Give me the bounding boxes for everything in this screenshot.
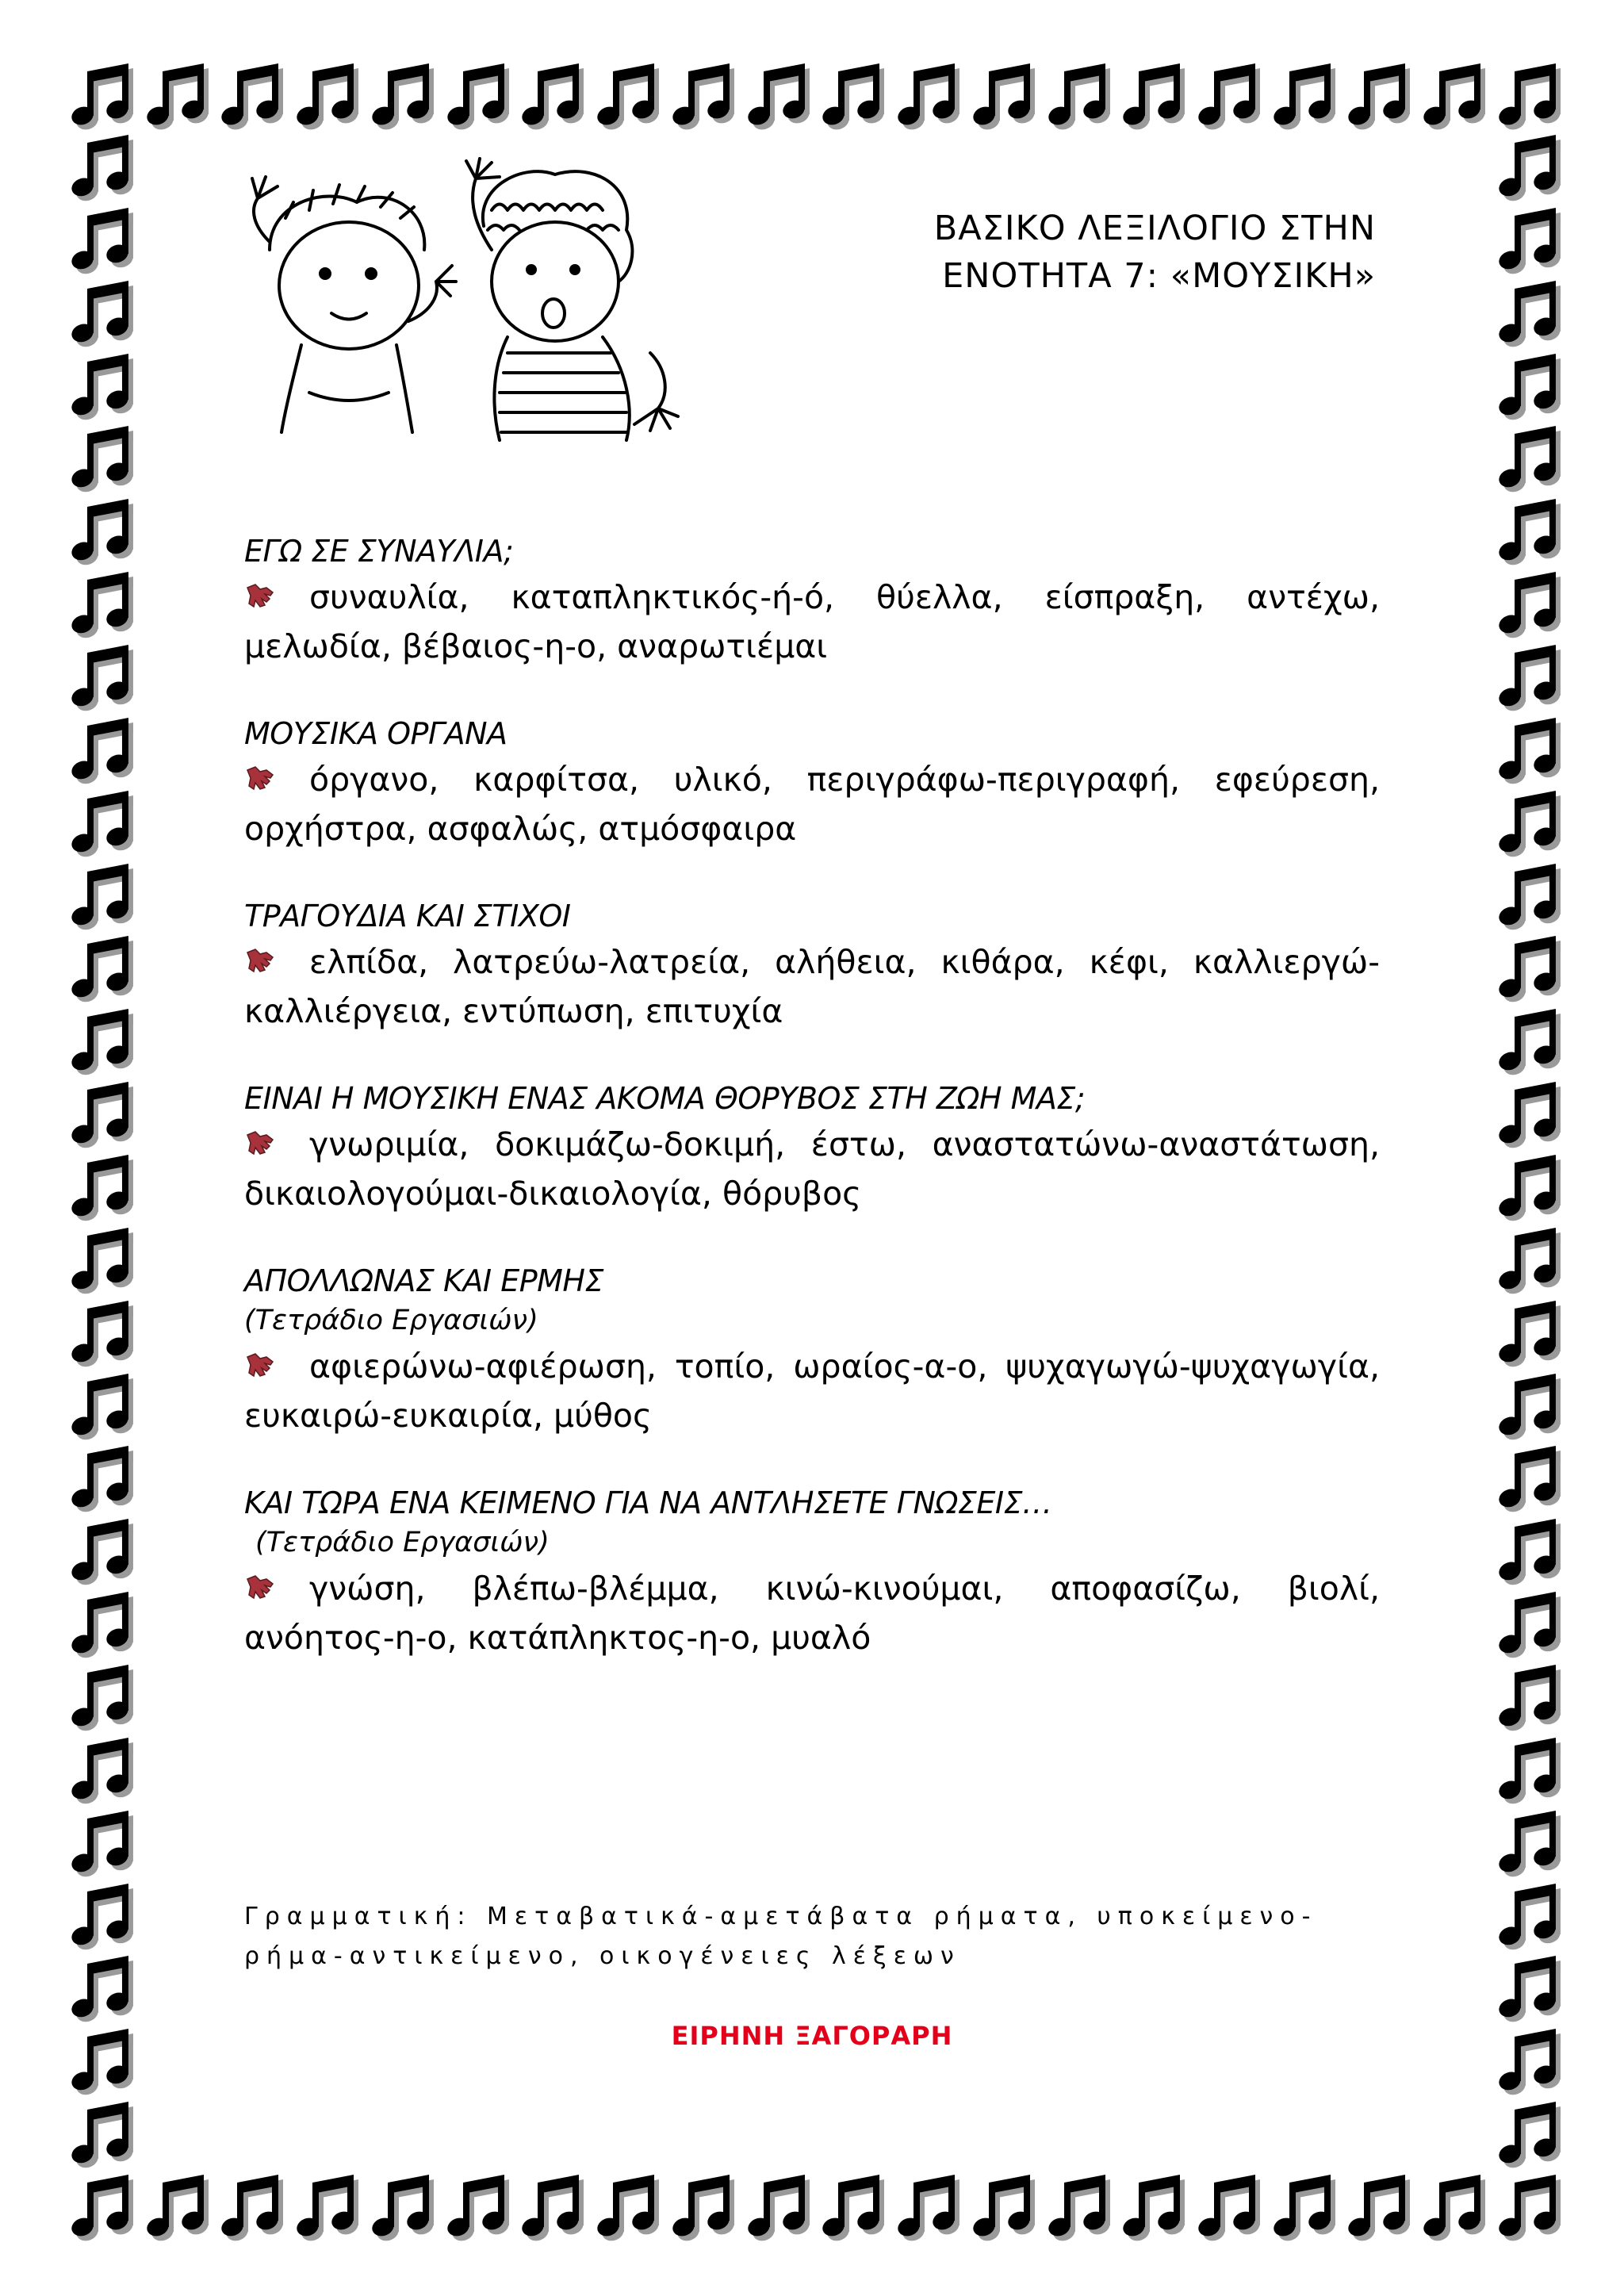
- music-note-icon: [65, 1226, 138, 1299]
- border-top: [65, 62, 1565, 135]
- music-note-icon: [1417, 62, 1490, 135]
- music-note-icon: [1492, 1590, 1565, 1663]
- music-note-icon: [1042, 62, 1115, 135]
- music-note-icon: [215, 2173, 288, 2246]
- music-note-icon: [65, 62, 138, 135]
- music-note-icon: [1492, 1882, 1565, 1955]
- word-list: όργανο, καρφίτσα, υλικό, περιγράφω-περιγραφή, εφεύρεση, ορχήστρα, ασφαλώς, ατμόσφαιρα: [244, 761, 1380, 848]
- section-title: ΜΟΥΣΙΚΑ ΟΡΓΑΝΑ: [244, 716, 508, 751]
- music-note-icon: [1492, 1444, 1565, 1517]
- music-note-icon: [891, 2173, 964, 2246]
- hand-pointer-icon: [244, 578, 309, 616]
- vocab-section: [244, 1261, 1380, 1440]
- music-note-icon: [1492, 934, 1565, 1007]
- music-note-icon: [891, 62, 964, 135]
- music-note-icon: [65, 1299, 138, 1372]
- music-note-icon: [1267, 2173, 1340, 2246]
- music-note-icon: [1492, 1226, 1565, 1299]
- music-note-icon: [1492, 570, 1565, 643]
- section-subtitle: (Τετράδιο Εργασιών): [244, 1305, 538, 1336]
- word-list: ελπίδα, λατρεύω-λατρεία, αλήθεια, κιθάρα, κέφι, καλλιεργώ-καλλιέργεια, εντύπωση, επιτυχία: [244, 943, 1380, 1030]
- music-note-icon: [1492, 352, 1565, 425]
- music-note-icon: [967, 2173, 1040, 2246]
- music-note-icon: [1492, 862, 1565, 935]
- music-note-icon: [1192, 2173, 1265, 2246]
- vocab-section: [244, 1079, 1380, 1218]
- music-note-icon: [1492, 2100, 1565, 2173]
- music-note-icon: [65, 862, 138, 935]
- music-note-icon: [591, 62, 664, 135]
- music-note-icon: [1116, 2173, 1189, 2246]
- music-note-icon: [816, 2173, 889, 2246]
- music-note-icon: [1492, 643, 1565, 716]
- music-note-icon: [65, 2100, 138, 2173]
- music-note-icon: [65, 1080, 138, 1153]
- music-note-icon: [65, 1590, 138, 1663]
- music-note-icon: [1042, 2173, 1115, 2246]
- music-note-icon: [515, 2173, 588, 2246]
- music-note-icon: [1492, 1954, 1565, 2027]
- hand-pointer-icon: [244, 943, 309, 981]
- music-note-icon: [65, 716, 138, 789]
- section-title: ΚΑΙ ΤΩΡΑ ΕΝΑ ΚΕΙΜΕΝΟ ΓΙΑ ΝΑ ΑΝΤΛΗΣΕΤΕ ΓΝΩΣΕΙΣ…: [244, 1485, 1052, 1520]
- music-note-icon: [1116, 62, 1189, 135]
- music-note-icon: [1492, 279, 1565, 352]
- music-note-icon: [967, 62, 1040, 135]
- author-name: ΕΙΡΗΝΗ ΞΑΓΟΡΑΡΗ: [671, 2021, 953, 2051]
- grammar-note: Γραμματική: Μεταβατικά-αμετάβατα ρήματα, υποκείμενο-ρήμα-αντικείμενο, οικογένειες λέξεων: [244, 1903, 1318, 1970]
- music-note-icon: [1492, 1517, 1565, 1590]
- music-note-icon: [65, 1736, 138, 1809]
- hand-pointer-icon: [244, 1347, 309, 1386]
- music-note-icon: [65, 1882, 138, 1955]
- border-right: [1492, 133, 1565, 2173]
- vocab-section: [244, 531, 1380, 671]
- music-note-icon: [1492, 1663, 1565, 1736]
- music-note-icon: [591, 2173, 664, 2246]
- section-subtitle: (Τετράδιο Εργασιών): [255, 1527, 550, 1558]
- music-note-icon: [1492, 497, 1565, 570]
- section-title: ΤΡΑΓΟΥΔΙΑ ΚΑΙ ΣΤΙΧΟΙ: [244, 899, 571, 933]
- music-note-icon: [441, 2173, 514, 2246]
- music-note-icon: [1492, 206, 1565, 279]
- section-words: [244, 1120, 1380, 1218]
- music-note-icon: [290, 2173, 363, 2246]
- music-note-icon: [65, 1372, 138, 1445]
- music-note-icon: [65, 206, 138, 279]
- music-note-icon: [1492, 716, 1565, 789]
- section-words: [244, 1564, 1380, 1662]
- music-note-icon: [1492, 1007, 1565, 1080]
- music-note-icon: [1492, 424, 1565, 497]
- border-left: [65, 133, 138, 2173]
- music-note-icon: [366, 62, 439, 135]
- music-note-icon: [666, 2173, 739, 2246]
- music-note-icon: [65, 1663, 138, 1736]
- music-note-icon: [1267, 62, 1340, 135]
- music-note-icon: [1492, 1080, 1565, 1153]
- music-note-icon: [65, 1444, 138, 1517]
- music-note-icon: [65, 279, 138, 352]
- section-words: [244, 573, 1380, 671]
- music-note-icon: [65, 352, 138, 425]
- page-title: [737, 205, 1376, 300]
- border-bottom: [65, 2173, 1565, 2246]
- music-note-icon: [515, 62, 588, 135]
- word-list: αφιερώνω-αφιέρωση, τοπίο, ωραίος-α-ο, ψυχαγωγώ-ψυχαγωγία, ευκαιρώ-ευκαιρία, μύθος: [244, 1347, 1380, 1435]
- music-note-icon: [140, 62, 213, 135]
- music-note-icon: [1492, 789, 1565, 862]
- music-note-icon: [65, 1954, 138, 2027]
- music-note-icon: [65, 424, 138, 497]
- music-note-icon: [741, 2173, 814, 2246]
- vocab-section: [244, 1483, 1380, 1662]
- music-note-icon: [290, 62, 363, 135]
- word-list: γνώση, βλέπω-βλέμμα, κινώ-κινούμαι, αποφασίζω, βιολί, ανόητος-η-ο, κατάπληκτος-η-ο, μυαλό: [244, 1570, 1380, 1657]
- singing-children-illustration: [238, 155, 698, 448]
- music-note-icon: [366, 2173, 439, 2246]
- music-note-icon: [1492, 1736, 1565, 1809]
- music-note-icon: [65, 1517, 138, 1590]
- music-note-icon: [1492, 133, 1565, 206]
- music-note-icon: [65, 1153, 138, 1226]
- music-note-icon: [65, 133, 138, 206]
- music-note-icon: [816, 62, 889, 135]
- music-note-icon: [1342, 2173, 1415, 2246]
- music-note-icon: [1417, 2173, 1490, 2246]
- section-words: [244, 937, 1380, 1036]
- word-list: συναυλία, καταπληκτικός-ή-ό, θύελλα, είσπραξη, αντέχω, μελωδία, βέβαιος-η-ο, αναρωτιέμαι: [244, 578, 1380, 665]
- music-note-icon: [65, 1809, 138, 1882]
- section-words: [244, 1342, 1380, 1440]
- hand-pointer-icon: [244, 1125, 309, 1163]
- vocab-section: [244, 714, 1380, 853]
- word-list: γνωριμία, δοκιμάζω-δοκιμή, έστω, αναστατώνω-αναστάτωση, δικαιολογούμαι-δικαιολογία, θόρυβος: [244, 1125, 1380, 1213]
- title-line-2: ΕΝΟΤΗΤΑ 7: «ΜΟΥΣΙΚΗ»: [942, 256, 1376, 296]
- section-title: ΕΓΩ ΣΕ ΣΥΝΑΥΛΙΑ;: [244, 534, 514, 569]
- music-note-icon: [1492, 2173, 1565, 2246]
- music-note-icon: [441, 62, 514, 135]
- music-note-icon: [1192, 62, 1265, 135]
- section-title: ΑΠΟΛΛΩΝΑΣ ΚΑΙ ΕΡΜΗΣ: [244, 1263, 604, 1298]
- music-note-icon: [65, 934, 138, 1007]
- music-note-icon: [1492, 1153, 1565, 1226]
- music-note-icon: [1492, 1809, 1565, 1882]
- title-line-1: ΒΑΣΙΚΟ ΛΕΞΙΛΟΓΙΟ ΣΤΗΝ: [933, 209, 1376, 248]
- vocab-section: [244, 896, 1380, 1036]
- music-note-icon: [140, 2173, 213, 2246]
- music-note-icon: [1342, 62, 1415, 135]
- music-note-icon: [1492, 1299, 1565, 1372]
- section-words: [244, 755, 1380, 853]
- music-note-icon: [65, 497, 138, 570]
- music-note-icon: [741, 62, 814, 135]
- music-note-icon: [215, 62, 288, 135]
- section-title: ΕΙΝΑΙ Η ΜΟΥΣΙΚΗ ΕΝΑΣ ΑΚΟΜΑ ΘΟΡΥΒΟΣ ΣΤΗ ΖΩΗ ΜΑΣ;: [244, 1081, 1086, 1116]
- music-note-icon: [65, 2173, 138, 2246]
- music-note-icon: [65, 1007, 138, 1080]
- hand-pointer-icon: [244, 1570, 309, 1608]
- vocabulary-list: [244, 531, 1380, 1705]
- music-note-icon: [65, 789, 138, 862]
- music-note-icon: [65, 643, 138, 716]
- music-note-icon: [1492, 1372, 1565, 1445]
- music-note-icon: [666, 62, 739, 135]
- music-note-icon: [65, 570, 138, 643]
- music-note-icon: [1492, 62, 1565, 135]
- hand-pointer-icon: [244, 761, 309, 799]
